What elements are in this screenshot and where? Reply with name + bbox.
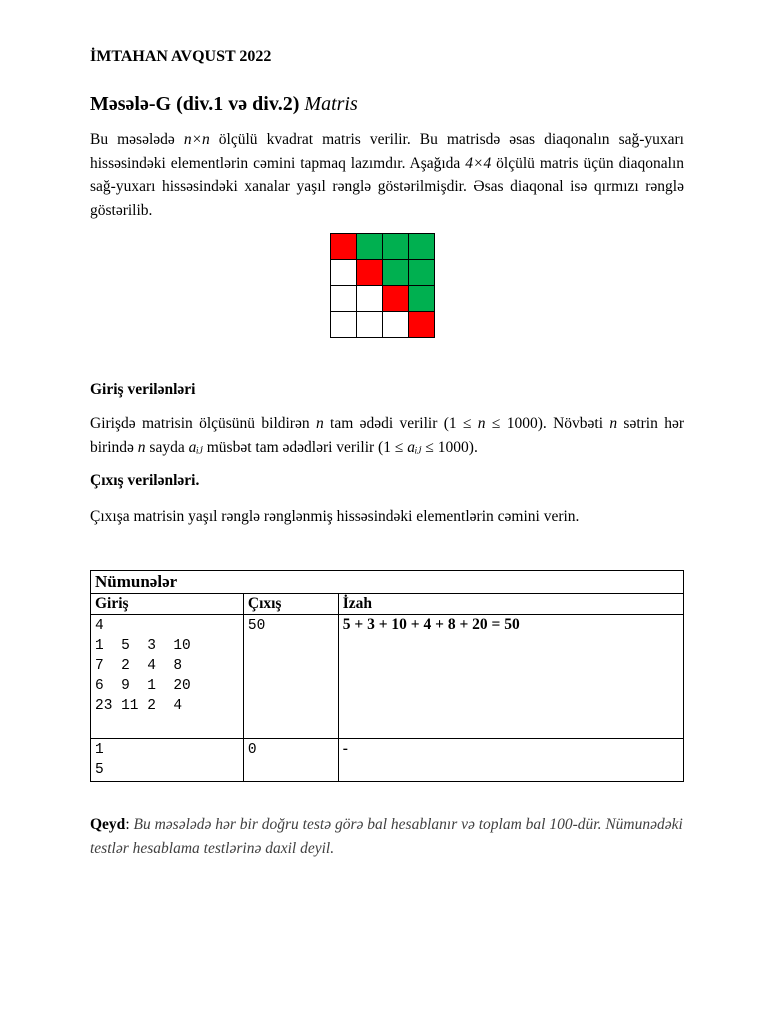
sample-input: 1 5 — [91, 739, 244, 782]
matrix-cell-white — [331, 286, 357, 312]
matrix-cell-red — [409, 312, 435, 338]
exam-title: İMTAHAN AVQUST 2022 — [90, 48, 272, 65]
matrix-cell-white — [331, 312, 357, 338]
matrix-cell-green — [357, 234, 383, 260]
input-section-title: Giriş verilənləri — [90, 381, 196, 398]
note-label: Qeyd — [90, 816, 126, 833]
input-text: müsbət tam ədədləri verilir (1 ≤ — [202, 438, 408, 456]
input-var: n — [609, 415, 618, 432]
note-text: Bu məsələdə hər bir doğru testə görə bal hesablanır və toplam bal 100-dür. Nümunədəki testlər hesablama testlərinə daxil deyil. — [90, 816, 683, 857]
matrix-cell-green — [409, 260, 435, 286]
matrix-cell-white — [357, 312, 383, 338]
problem-heading — [90, 93, 358, 116]
problem-name: Məsələ-G (div.1 və div.2) — [90, 93, 300, 115]
matrix-cell-red — [383, 286, 409, 312]
input-text: sətrin hər birində — [90, 415, 684, 456]
matrix-cell-green — [383, 260, 409, 286]
input-var: n — [315, 415, 324, 432]
sample-explanation: - — [338, 739, 683, 782]
matrix-cell-white — [357, 286, 383, 312]
output-section-title: Çıxış verilənləri. — [90, 472, 200, 489]
matrix-cell-red — [331, 234, 357, 260]
header-explanation: İzah — [338, 594, 683, 615]
matrix-row — [331, 234, 435, 260]
sample-output: 50 — [243, 615, 338, 739]
sample-input: 4 1 5 3 10 7 2 4 8 6 9 1 20 23 11 2 4 — [91, 615, 244, 739]
output-description: Çıxışa matrisin yaşıl rənglə rənglənmiş hissəsindəki elementlərin cəmini verin. — [90, 508, 580, 525]
matrix-cell-white — [331, 260, 357, 286]
input-text: sayda — [145, 438, 189, 456]
input-text: tam ədədi verilir (1 ≤ — [323, 415, 478, 432]
input-var: aᵢⱼ — [188, 438, 203, 456]
matrix-row — [331, 286, 435, 312]
sample-output: 0 — [243, 739, 338, 782]
matrix-row — [331, 312, 435, 338]
header-input: Giriş — [91, 594, 244, 615]
statement-text: Bu məsələdə — [90, 131, 184, 148]
samples-caption: Nümunələr — [91, 571, 684, 594]
matrix-cell-white — [383, 312, 409, 338]
problem-statement — [90, 128, 684, 222]
statement-math: n×n — [183, 131, 210, 148]
matrix-cell-green — [383, 234, 409, 260]
matrix-row — [331, 260, 435, 286]
matrix-cell-green — [409, 286, 435, 312]
input-text: Girişdə matrisin ölçüsünü bildirən — [90, 415, 316, 432]
sample-explanation: 5 + 3 + 10 + 4 + 8 + 20 = 50 — [338, 615, 683, 739]
input-text: ≤ 1000). — [421, 438, 478, 456]
matrix-cell-red — [357, 260, 383, 286]
matrix-cell-green — [409, 234, 435, 260]
input-var: n — [477, 415, 486, 432]
input-var: aᵢⱼ — [407, 438, 422, 456]
note-separator: : — [125, 816, 134, 833]
problem-title: Matris — [304, 93, 358, 115]
input-text: ≤ 1000). Növbəti — [485, 415, 610, 432]
statement-text: ölçülü kvadrat matris verilir. Bu matrisdə əsas diaqonalın sağ-yuxarı hissəsindəki elementlərin cəmini tapmaq lazımdır. Aşağıda — [90, 131, 684, 172]
sample-row — [91, 739, 684, 782]
input-var: n — [137, 438, 146, 456]
input-description — [90, 412, 684, 459]
samples-table — [90, 570, 684, 782]
statement-math: 4×4 — [465, 154, 492, 172]
sample-row — [91, 615, 684, 739]
header-output: Çıxış — [243, 594, 338, 615]
matrix-illustration — [330, 233, 435, 338]
note — [90, 813, 684, 860]
statement-text: ölçülü matris üçün diaqonalın sağ-yuxarı hissəsindəki xanalar yaşıl rənglə göstərilmişdir. Əsas diaqonal isə qırmızı rənglə göstərilib. — [90, 154, 684, 219]
